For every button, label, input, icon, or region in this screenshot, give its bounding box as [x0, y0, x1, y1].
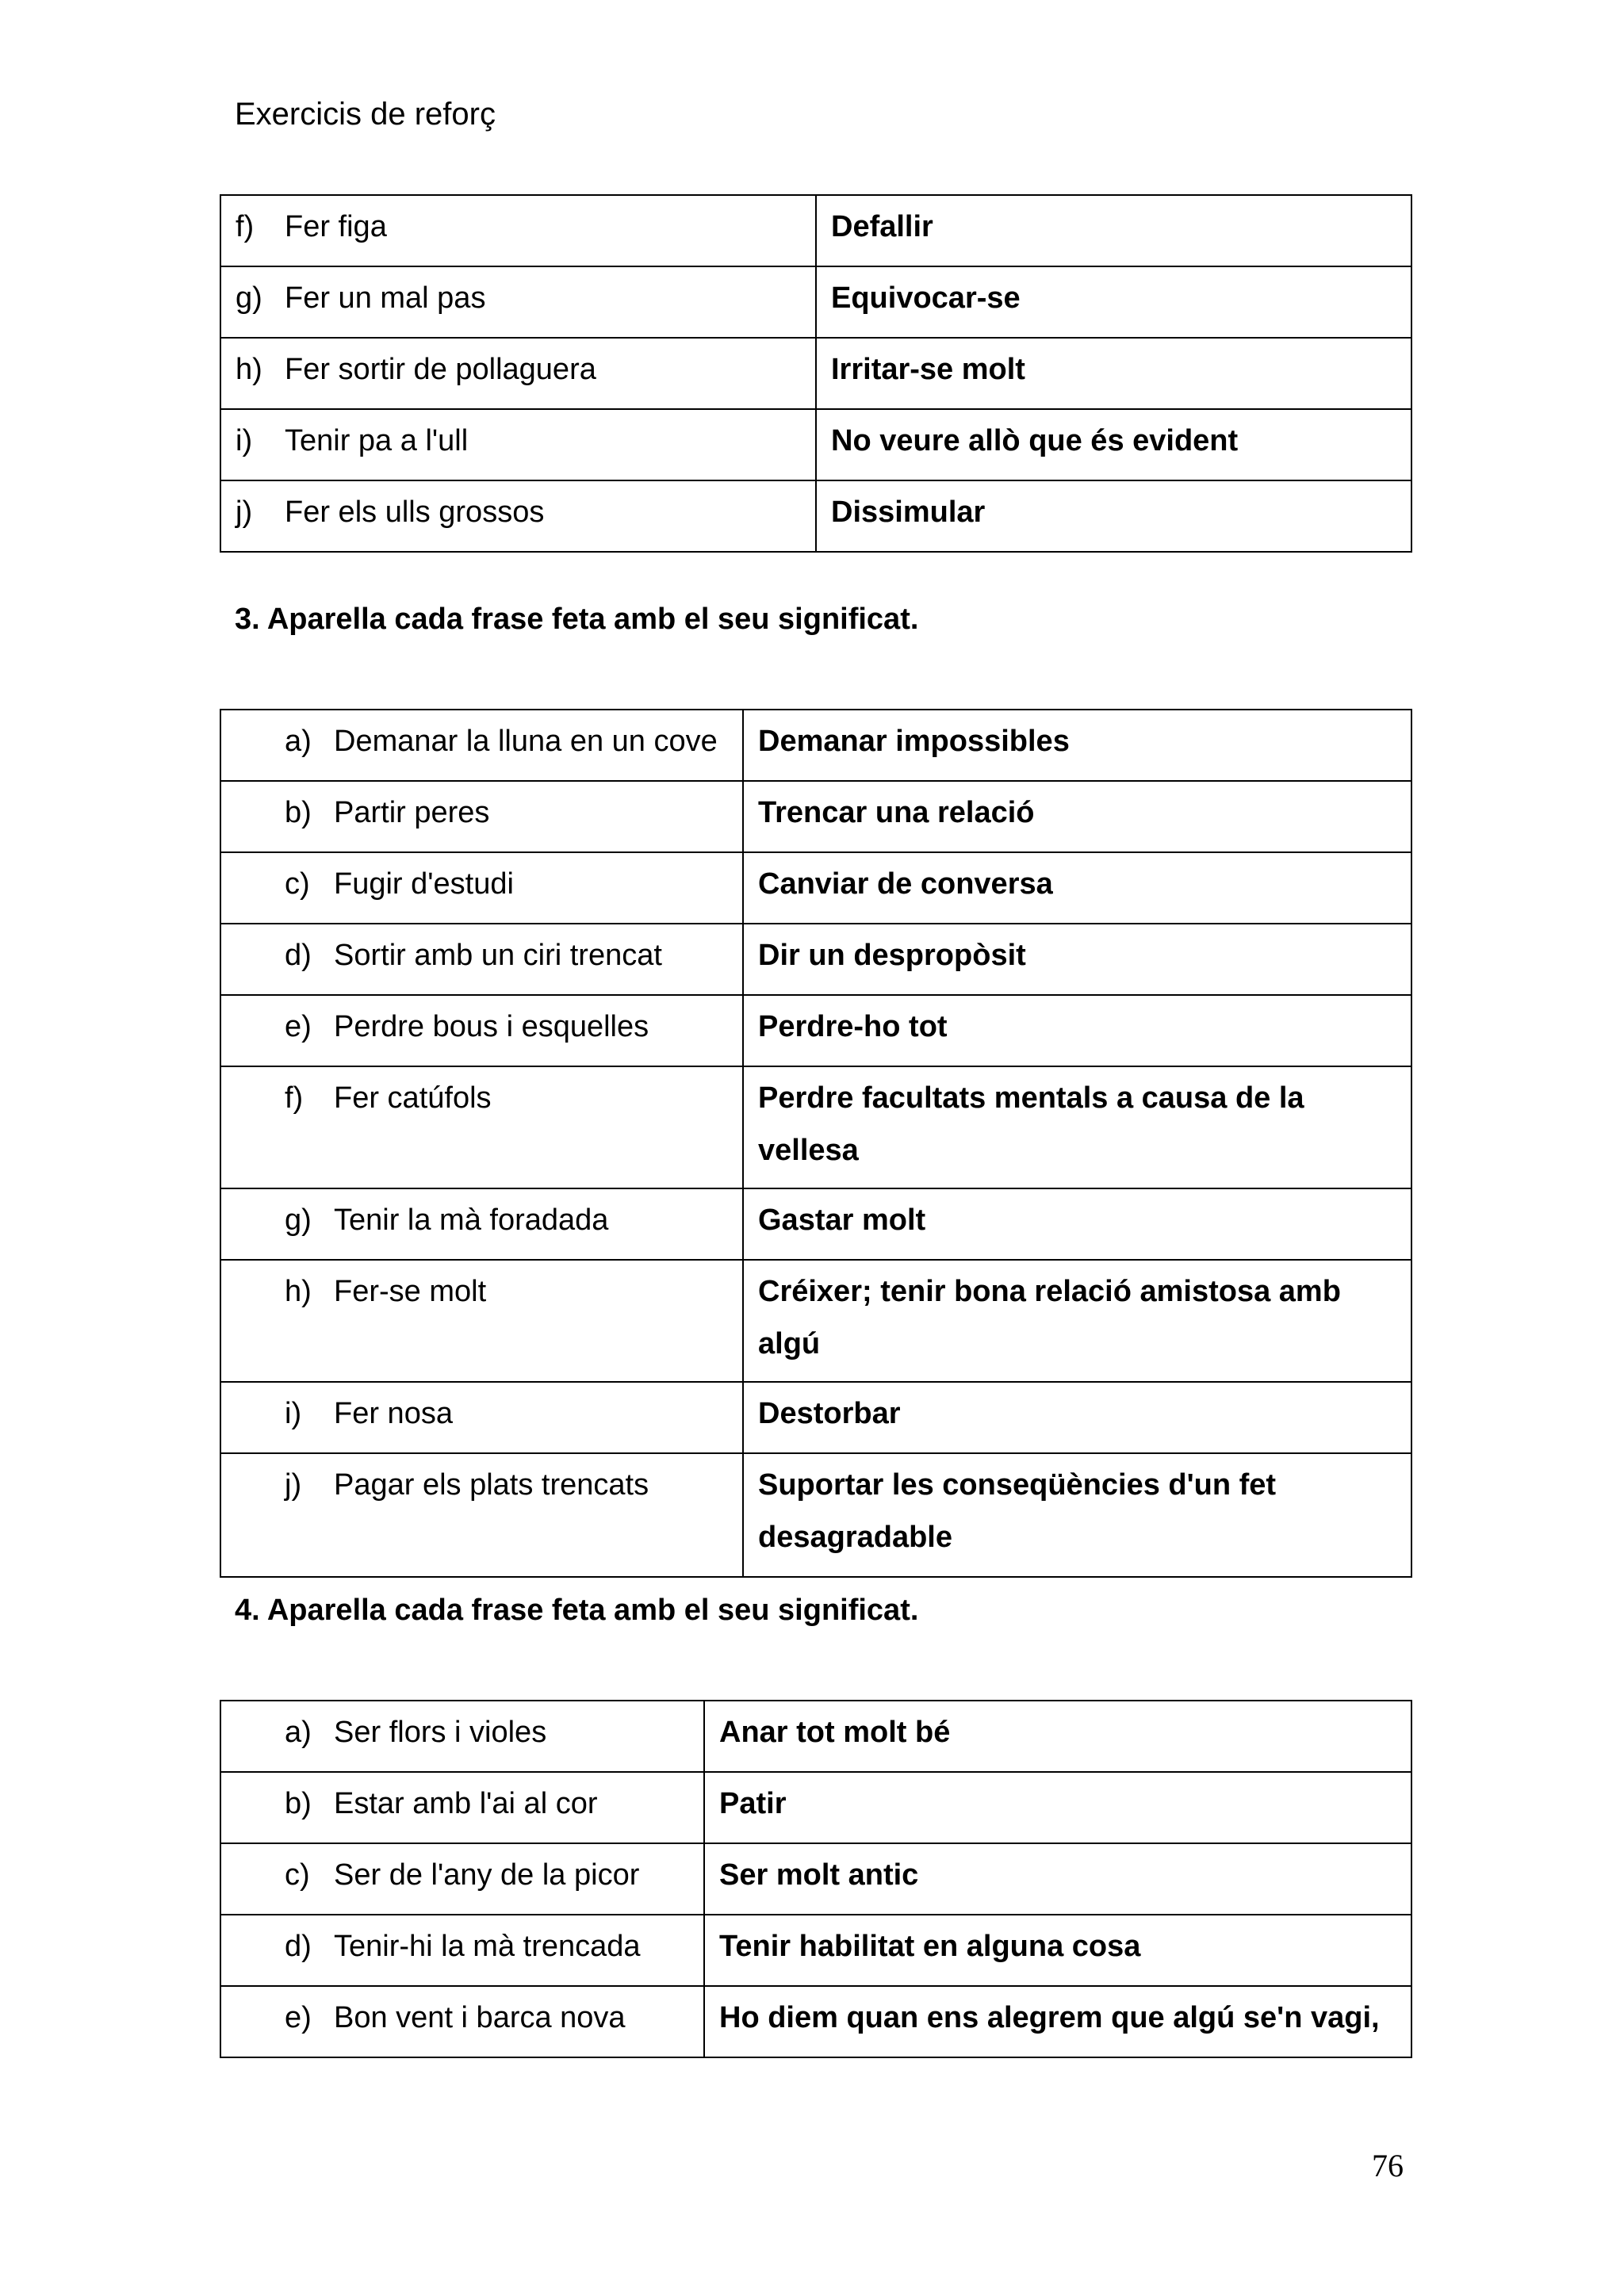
phrase-cell	[220, 1066, 743, 1188]
phrase-cell	[220, 195, 816, 266]
phrase-text: Tenir la mà foradada	[334, 1203, 609, 1237]
item-letter: g)	[236, 281, 262, 315]
meaning-cell: Perdre facultats mentals a causa de la vellesa	[743, 1066, 1411, 1188]
phrase-cell	[220, 266, 816, 338]
table-row	[220, 995, 1411, 1066]
phrase-text: Fer figa	[285, 210, 387, 243]
item-letter: f)	[236, 210, 255, 243]
phrase-text: Fer nosa	[334, 1397, 453, 1430]
section-4-title: 4. Aparella cada frase feta amb el seu significat.	[235, 1594, 919, 1627]
table-row	[220, 1066, 1411, 1188]
phrase-text: Estar amb l'ai al cor	[334, 1787, 598, 1820]
meaning-cell: No veure allò que és evident	[816, 409, 1411, 480]
section-3-title: 3. Aparella cada frase feta amb el seu significat.	[235, 603, 919, 636]
item-letter: a)	[285, 725, 312, 758]
table-row	[220, 480, 1411, 552]
meaning-cell: Defallir	[816, 195, 1411, 266]
phrase-text: Demanar la lluna en un cove	[334, 725, 718, 758]
table-row	[220, 409, 1411, 480]
item-letter: h)	[285, 1275, 312, 1308]
phrase-cell	[220, 1915, 704, 1986]
table-row	[220, 710, 1411, 781]
item-letter: j)	[236, 496, 253, 529]
meaning-cell: Trencar una relació	[743, 781, 1411, 852]
phrase-text: Sortir amb un ciri trencat	[334, 939, 662, 972]
item-letter: b)	[285, 796, 312, 829]
meaning-cell: Perdre-ho tot	[743, 995, 1411, 1066]
table-row	[220, 1843, 1411, 1915]
phrase-cell	[220, 1382, 743, 1453]
phrase-text: Ser flors i violes	[334, 1716, 547, 1749]
item-letter: d)	[285, 1930, 312, 1963]
item-letter: a)	[285, 1716, 312, 1749]
item-letter: b)	[285, 1787, 312, 1820]
table-row	[220, 338, 1411, 409]
phrase-text: Bon vent i barca nova	[334, 2001, 626, 2034]
phrase-text: Fer un mal pas	[285, 281, 486, 315]
page-header: Exercicis de reforç	[235, 97, 496, 132]
phrase-table-continued	[220, 194, 1412, 553]
phrase-text: Perdre bous i esquelles	[334, 1010, 649, 1043]
phrase-cell	[220, 1843, 704, 1915]
phrase-text: Pagar els plats trencats	[334, 1468, 649, 1502]
meaning-cell: Anar tot molt bé	[704, 1701, 1411, 1772]
table-row	[220, 924, 1411, 995]
table-row	[220, 1188, 1411, 1260]
phrase-cell	[220, 1701, 704, 1772]
table-row	[220, 266, 1411, 338]
page-number: 76	[1372, 2148, 1404, 2183]
phrase-cell	[220, 781, 743, 852]
table-row	[220, 852, 1411, 924]
item-letter: g)	[285, 1203, 312, 1237]
meaning-cell: Dir un despropòsit	[743, 924, 1411, 995]
phrase-table-section-4	[220, 1700, 1412, 2058]
table-row	[220, 1772, 1411, 1843]
item-letter: c)	[285, 1858, 310, 1892]
phrase-text: Fer els ulls grossos	[285, 496, 545, 529]
item-letter: h)	[236, 353, 262, 386]
item-letter: i)	[285, 1397, 302, 1430]
meaning-cell: Equivocar-se	[816, 266, 1411, 338]
table-row	[220, 195, 1411, 266]
phrase-cell	[220, 924, 743, 995]
phrase-text: Fugir d'estudi	[334, 867, 514, 901]
table-row	[220, 1915, 1411, 1986]
table-row	[220, 1701, 1411, 1772]
table-row	[220, 1260, 1411, 1382]
phrase-cell	[220, 1453, 743, 1577]
phrase-cell	[220, 1260, 743, 1382]
phrase-cell	[220, 1772, 704, 1843]
phrase-cell	[220, 1986, 704, 2057]
item-letter: j)	[285, 1468, 302, 1502]
phrase-text: Fer catúfols	[334, 1081, 492, 1115]
table-row	[220, 1986, 1411, 2057]
phrase-cell	[220, 710, 743, 781]
phrase-cell	[220, 1188, 743, 1260]
meaning-cell: Suportar les conseqüències d'un fet desagradable	[743, 1453, 1411, 1577]
meaning-cell: Ser molt antic	[704, 1843, 1411, 1915]
meaning-cell: Créixer; tenir bona relació amistosa amb algú	[743, 1260, 1411, 1382]
phrase-cell	[220, 409, 816, 480]
item-letter: e)	[285, 1010, 312, 1043]
meaning-cell: Dissimular	[816, 480, 1411, 552]
meaning-cell: Canviar de conversa	[743, 852, 1411, 924]
item-letter: d)	[285, 939, 312, 972]
phrase-text: Tenir pa a l'ull	[285, 424, 469, 457]
meaning-cell: Tenir habilitat en alguna cosa	[704, 1915, 1411, 1986]
phrase-text: Fer-se molt	[334, 1275, 487, 1308]
phrase-cell	[220, 480, 816, 552]
phrase-text: Partir peres	[334, 796, 490, 829]
phrase-table-section-3	[220, 709, 1412, 1578]
meaning-cell: Destorbar	[743, 1382, 1411, 1453]
meaning-cell: Irritar-se molt	[816, 338, 1411, 409]
table-row	[220, 1453, 1411, 1577]
phrase-cell	[220, 852, 743, 924]
meaning-cell: Demanar impossibles	[743, 710, 1411, 781]
phrase-cell	[220, 338, 816, 409]
phrase-text: Fer sortir de pollaguera	[285, 353, 596, 386]
item-letter: e)	[285, 2001, 312, 2034]
item-letter: i)	[236, 424, 253, 457]
meaning-cell: Ho diem quan ens alegrem que algú se'n vagi,	[704, 1986, 1411, 2057]
table-row	[220, 781, 1411, 852]
phrase-text: Tenir-hi la mà trencada	[334, 1930, 641, 1963]
table-row	[220, 1382, 1411, 1453]
meaning-cell: Gastar molt	[743, 1188, 1411, 1260]
meaning-cell: Patir	[704, 1772, 1411, 1843]
phrase-text: Ser de l'any de la picor	[334, 1858, 640, 1892]
item-letter: c)	[285, 867, 310, 901]
item-letter: f)	[285, 1081, 304, 1115]
phrase-cell	[220, 995, 743, 1066]
